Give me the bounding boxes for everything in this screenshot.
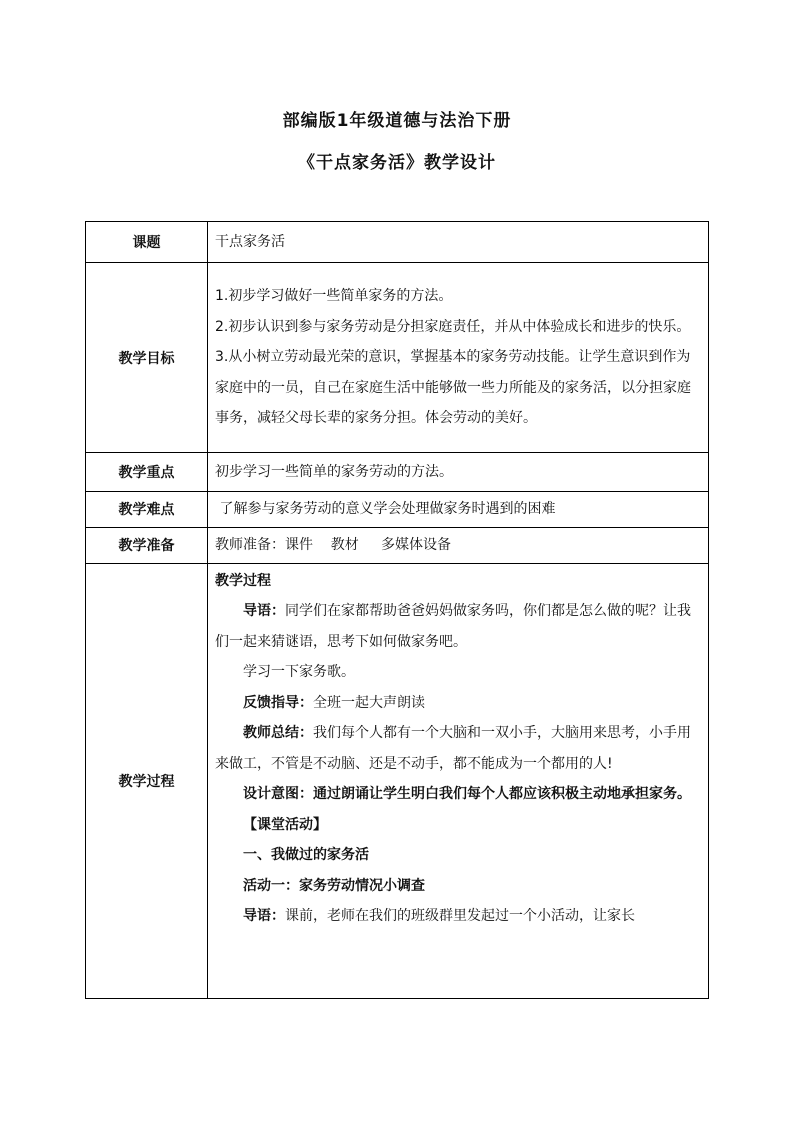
preparation-value: 教师准备：课件 教材 多媒体设备 bbox=[208, 527, 709, 563]
topic-value: 干点家务活 bbox=[208, 222, 709, 263]
guide-text: 课前，老师在我们的班级群里发起过一个小活动，让家长 bbox=[285, 908, 635, 924]
table-row bbox=[86, 492, 709, 528]
activity-one-heading: 活动一：家务劳动情况小调查 bbox=[243, 877, 425, 894]
summary-label: 教师总结： bbox=[243, 725, 313, 741]
row-label-topic: 课题 bbox=[86, 222, 208, 263]
guide-label: 导语： bbox=[243, 908, 285, 924]
row-label-goals: 教学目标 bbox=[86, 263, 208, 453]
document-subtitle: 《干点家务活》教学设计 bbox=[298, 153, 496, 173]
row-label-difficulty: 教学难点 bbox=[86, 492, 208, 528]
summary-text: 我们每个人都有一个大脑和一双小手，大脑用来思考，小手用来做工，不管是不动脑、还是不动手，都不能成为一个都用的人! bbox=[215, 725, 691, 772]
row-label-process: 教学过程 bbox=[86, 563, 208, 998]
table-row bbox=[86, 563, 709, 998]
process-cell bbox=[208, 563, 709, 998]
difficulty-value: 了解参与家务劳动的意义学会处理做家务时遇到的困难 bbox=[208, 492, 709, 528]
activity-heading: 【课堂活动】 bbox=[243, 816, 327, 833]
table-row bbox=[86, 263, 709, 453]
goal-item: 2.初步认识到参与家务劳动是分担家庭责任，并从中体验成长和进步的快乐。 bbox=[215, 318, 691, 335]
goal-item: 1.初步学习做好一些简单家务的方法。 bbox=[215, 288, 453, 305]
design-intent: 设计意图：通过朗诵让学生明白我们每个人都应该积极主动地承担家务。 bbox=[243, 786, 691, 802]
feedback-paragraph bbox=[215, 688, 702, 719]
process-heading: 教学过程 bbox=[215, 572, 271, 589]
table-row bbox=[86, 527, 709, 563]
goals-cell bbox=[208, 263, 709, 453]
table-row bbox=[86, 453, 709, 492]
guide-paragraph bbox=[215, 901, 702, 932]
feedback-text: 全班一起大声朗读 bbox=[313, 694, 425, 711]
row-label-preparation: 教学准备 bbox=[86, 527, 208, 563]
goal-item: 3.从小树立劳动最光荣的意识，掌握基本的家务劳动技能。让学生意识到作为家庭中的一员，自己在家庭生活中能够做一些力所能及的家务活，以分担家庭事务，减轻父母长辈的家务分担。体会劳动的美好。 bbox=[215, 349, 691, 427]
section-one-heading: 一、我做过的家务活 bbox=[243, 847, 369, 863]
key-value: 初步学习一些简单的家务劳动的方法。 bbox=[208, 453, 709, 492]
lesson-plan-table bbox=[85, 221, 709, 999]
summary-paragraph bbox=[215, 718, 702, 779]
intro-paragraph bbox=[215, 596, 702, 657]
document-title: 部编版1年级道德与法治下册 bbox=[282, 111, 512, 131]
row-label-key: 教学重点 bbox=[86, 453, 208, 492]
feedback-label: 反馈指导： bbox=[243, 694, 313, 711]
intro-label: 导语： bbox=[243, 603, 285, 619]
learn-song: 学习一下家务歌。 bbox=[243, 664, 355, 680]
intro-text: 同学们在家都帮助爸爸妈妈做家务吗，你们都是怎么做的呢？让我们一起来猜谜语，思考下如何做家务吧。 bbox=[215, 603, 691, 650]
table-row bbox=[86, 222, 709, 263]
